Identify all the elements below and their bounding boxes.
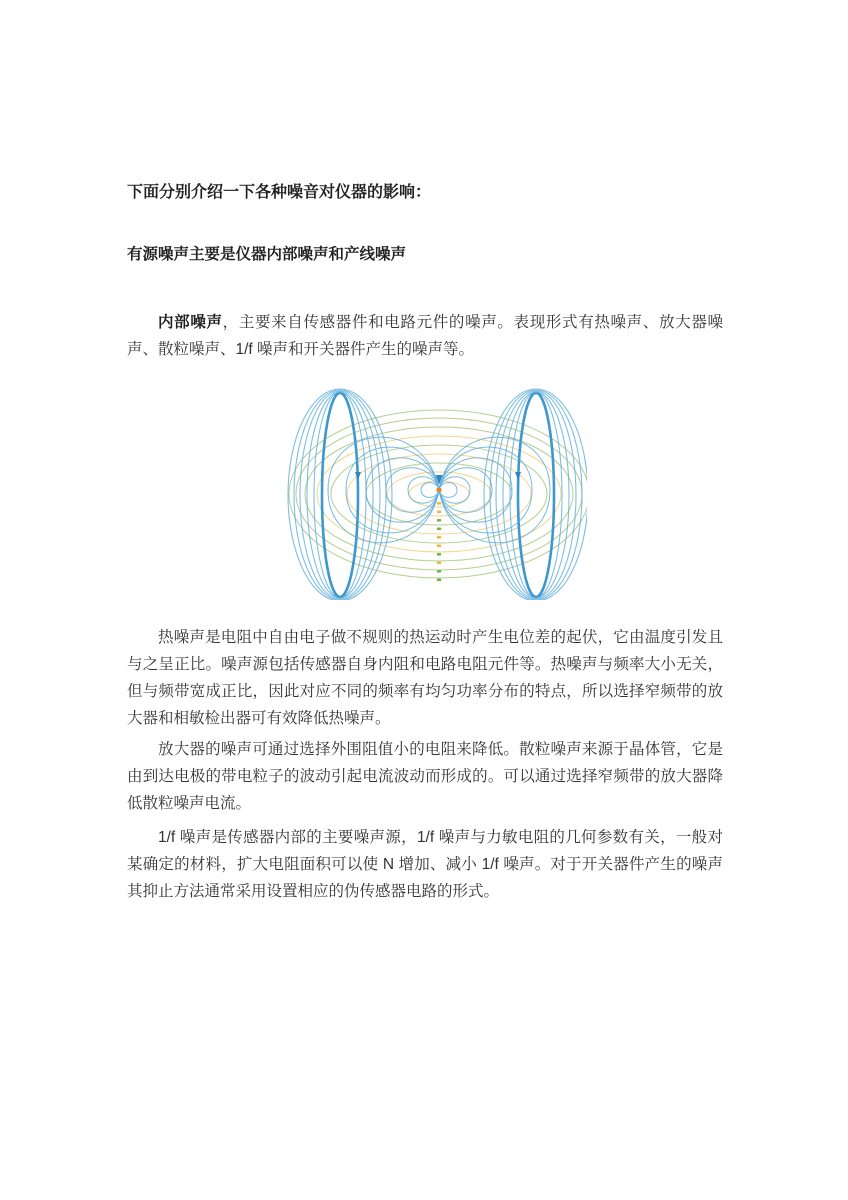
heading-noise-intro: 下面分别介绍一下各种噪音对仪器的影响：: [127, 184, 432, 201]
dipole-field-figure: [287, 388, 587, 600]
paragraph-amplifier-shot-noise: 放大器的噪声可通过选择外围阻值小的电阻来降低。散粒噪声来源于晶体管，它是由到达电极的带电粒子的波动引起电流波动而形成的。可以通过选择窄频带的放大器降低散粒噪声电流。: [127, 741, 723, 812]
internal-noise-text: ，主要来自传感器件和电路元件的噪声。表现形式有热噪声、放大器噪声、散粒噪声、1/f 噪声和开关器件产生的噪声等。: [127, 314, 723, 358]
heading-active-noise: 有源噪声主要是仪器内部噪声和产线噪声: [127, 246, 407, 263]
dipole-field-illustration: [287, 388, 587, 600]
paragraph-internal-noise: [127, 309, 723, 363]
internal-noise-lead-bold: 内部噪声: [158, 314, 223, 331]
paragraph-flicker-noise: 1/f 噪声是传感器内部的主要噪声源，1/f 噪声与力敏电阻的几何参数有关，一般对某确定的材料，扩大电阻面积可以使 N 增加、减小 1/f 噪声。对于开关器件产生的噪声其抑止方法通常采用设置相应的伪传感器电路的形式。: [127, 829, 723, 900]
paragraph-thermal-noise: 热噪声是电阻中自由电子做不规则的热运动时产生电位差的起伏，它由温度引发且与之呈正比。噪声源包括传感器自身内阻和电路电阻元件等。热噪声与频率大小无关，但与频带宽成正比，因此对应不同的频率有均匀功率分布的特点，所以选择窄频带的放大器和相敏检出器可有效降低热噪声。: [127, 629, 723, 727]
